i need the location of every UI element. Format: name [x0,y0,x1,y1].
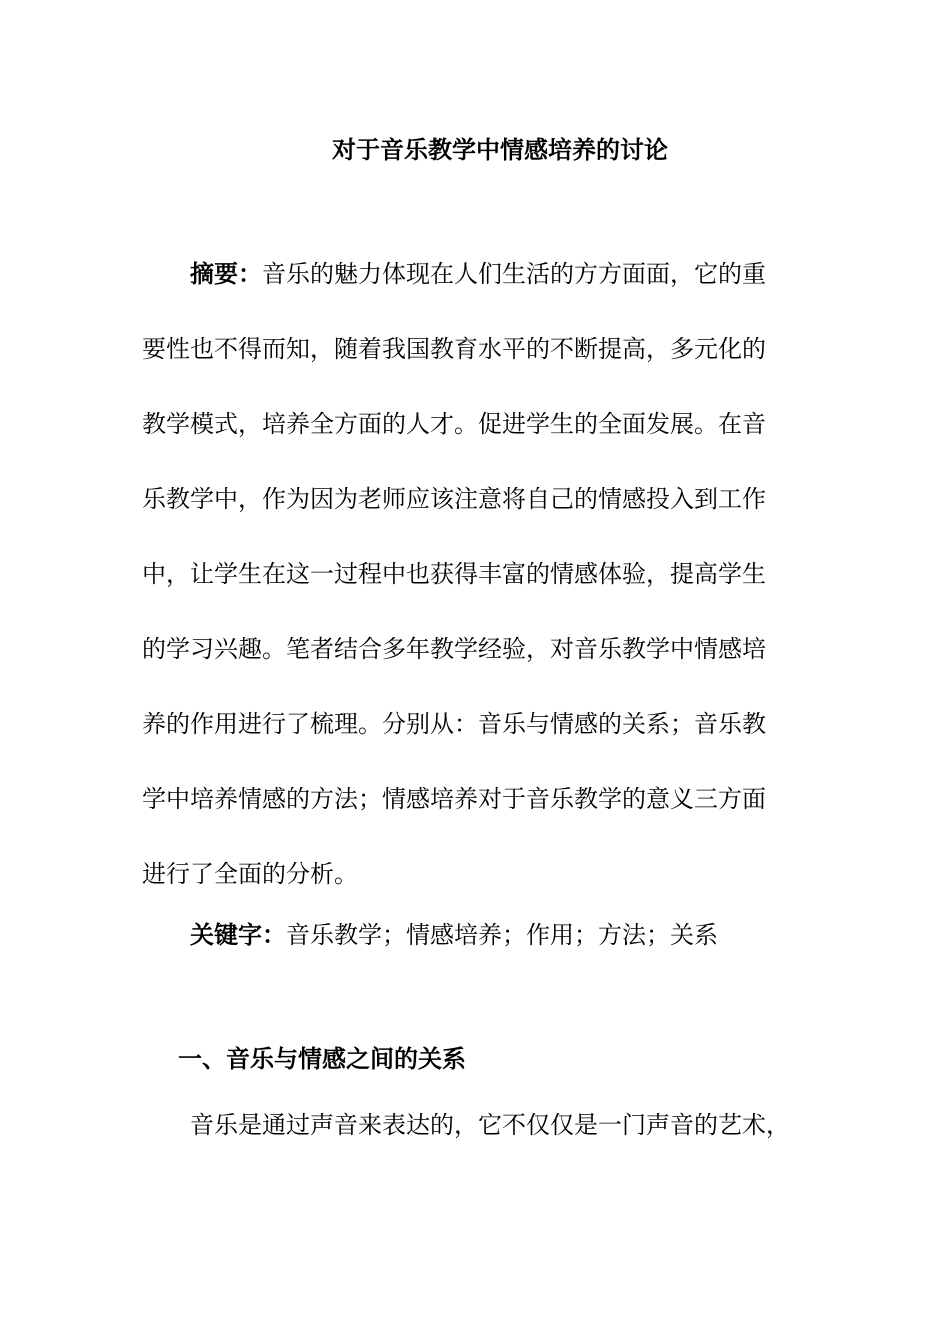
abstract-line-4: 乐教学中，作为因为老师应该注意将自己的情感投入到工作 [142,485,766,513]
abstract-label: 摘要： [190,260,262,288]
abstract-line-2: 要性也不得而知，随着我国教育水平的不断提高，多元化的 [142,335,766,363]
section-heading: 一、音乐与情感之间的关系 [178,1045,466,1073]
keywords-label: 关键字： [190,921,286,949]
document-title: 对于音乐教学中情感培养的讨论 [332,136,668,164]
abstract-line-9: 进行了全面的分析。 [142,860,358,888]
abstract-line-1 [190,258,870,290]
section-paragraph-line: 音乐是通过声音来表达的，它不仅仅是一门声音的艺术， [190,1111,790,1139]
abstract-line-3: 教学模式，培养全方面的人才。促进学生的全面发展。在音 [142,410,766,438]
abstract-line-5: 中，让学生在这一过程中也获得丰富的情感体验，提高学生 [142,560,766,588]
abstract-line-8: 学中培养情感的方法；情感培养对于音乐教学的意义三方面 [142,785,766,813]
keywords-line [190,919,870,951]
keywords-text: 音乐教学；情感培养；作用；方法；关系 [286,921,718,949]
abstract-line-7: 养的作用进行了梳理。分别从：音乐与情感的关系；音乐教 [142,710,766,738]
abstract-line-6: 的学习兴趣。笔者结合多年教学经验，对音乐教学中情感培 [142,635,766,663]
abstract-text: 音乐的魅力体现在人们生活的方方面面，它的重 [262,260,766,288]
